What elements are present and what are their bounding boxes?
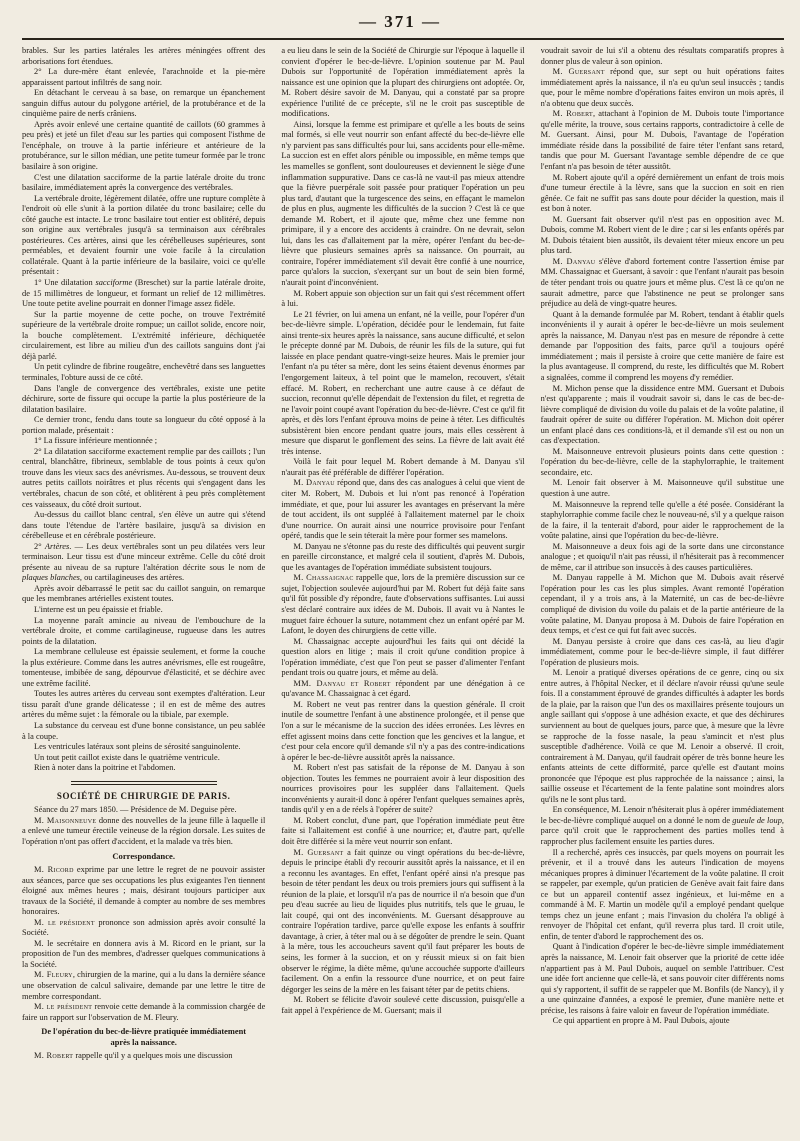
paragraph bbox=[541, 67, 784, 109]
paragraph: a eu lieu dans le sein de la Société de Chirurgie sur l'époque à laquelle il convient d'opérer le bec-de-lièvre. L'opinion soutenue par M. Paul Dubois sur l'opportunité de l'opération immédiatement après la naissance est une opinion que la plupart des chirurgiens ont adoptée. Or, M. Robert désire savoir de M. Danyau, qui a constaté par sa propre expérience l'utilité de ce précepte, s'il ne le croit pas susceptible de modifications. bbox=[281, 46, 525, 119]
text-run: (Breschet) sur la partie latérale droite, de 15 millimètres de longueur, et formant un relief de 12 millimètres. Une toute petite aveline pourrait en donner l'image assez fidèle. bbox=[22, 278, 266, 309]
paragraph: Quant à la demande formulée par M. Robert, tendant à établir quels inconvénients il y aurait à opérer le bec-de-lièvre un mois seulement après la naissance, M. Danyau n'est pas en mesure de répondre à cette demande par l'opposition des faits, parce qu'il a toujours opéré immédiatement ; mais il persiste à croire que cette manière de faire est la plus avantageuse. Il comprend, du reste, les difficultés que M. Robert a signalées, comme il comprend les moyens d'y remédier. bbox=[540, 309, 784, 382]
paragraph: M. Lenoir fait observer à M. Maisonneuve qu'il substitue une question à une autre. bbox=[540, 478, 784, 498]
text-columns bbox=[22, 46, 784, 1133]
speaker-name: M. Fleury bbox=[34, 970, 73, 980]
paragraph: M. Danyau ne s'étonne pas du reste des difficultés qui peuvent surgir en pareille circonstance, et malgré cela il soutient, d'après M. Dubois, que les avantages de l'opération immédiate subsistent toujours. bbox=[281, 541, 525, 572]
paragraph bbox=[22, 1051, 265, 1062]
paragraph bbox=[541, 257, 784, 310]
italic-term: Artères bbox=[44, 541, 70, 551]
paragraph: 2° La dilatation sacciforme exactement remplie par des caillots ; l'un central, blanchâtre, fibrineux, semblable de tous points à ceux qu'on trouve dans les vieux sacs des anévrismes. Au-dessous, se trouvent deux autres petits caillots noirâtres et plus récents qui s'engagent dans les vertébrales, chacun de son côté, et oblitèrent à peu près complètement ces vaisseaux, du côté droit surtout. bbox=[22, 446, 266, 509]
paragraph: M. Robert conclut, d'une part, que l'opération immédiate peut être faite si l'allaitement est confié à une nourrice; et, d'autre part, qu'elle doit être différée si la mère veut nourrir son enfant. bbox=[281, 815, 525, 847]
paragraph bbox=[22, 278, 265, 310]
paragraph: Le 21 février, on lui amena un enfant, né la veille, pour l'opérer d'un bec-de-lièvre simple. L'opération, décidée pour le lendemain, fut faite ainsi trente-six heures après la naissance, sans aucune difficulté, et selon le précepte donné par M. Dubois, de réunir les fils de la suture, qui fut laissée en place pendant quatre-vingt-seize heures. Mais le premier jour l'enfant n'a pu téter sa mère, dont les seins étaient devenus énormes par l'engorgement laiteux, à tel point que le mamelon, recouvert, s'était effacé. M. Robert, en recherchant une autre cause à ce défaut de succion, reconnut qu'elle dépendait de l'extension du filet, et regretta de ne l'avoir point coupé avant l'opération du bec-de-lièvre. C'est ce qu'il fit après, et dès lors l'enfant éprouva moins de peine à téter. Les difficultés subsistèrent bien encore pendant quatre jours, mais elles cessèrent à mesure que disparut le gonflement des seins. La fièvre de lait avait été très intense. bbox=[281, 309, 525, 456]
paragraph: Au-dessus du caillot blanc central, s'en élève un autre qui s'étend dans toute l'étendue de l'artère basilaire, jusqu'à sa division en cérébelleuse et en cérébrale postérieure. bbox=[22, 510, 266, 541]
paragraph: La membrane celluleuse est épaissie seulement, et forme la couche la plus extérieure. Comme dans les autres anévrismes, elle est rougeâtre, tomenteuse, imbibée de sang, dépourvue d'élasticité, et se déchire avec une extrême facilité. bbox=[22, 647, 266, 688]
text-run: prononce son admission après avoir consulté la Société. bbox=[22, 917, 266, 938]
text-run: rappelle que, lors de la première discussion sur ce sujet, l'objection soulevée aujourd'hui par M. Robert fut déjà faite sans qu'il fût possible d'y répondre, faute d'observations suffisantes. Lui aussi s'est déclaré contraire aux idées de M. Dubois. Il avait vu à Nantes le muguet faire échouer la suture, notamment chez un enfant opéré par M. Lafont, le doyen des chirurgiens de cette ville. bbox=[281, 573, 525, 636]
italic-term: gueule de loup bbox=[732, 815, 782, 825]
header-rule bbox=[22, 38, 784, 40]
paragraph: M. Robert ne veut pas rentrer dans la question générale. Il croit inutile de soumettre l'enfant à une abstinence prolongée, et il pense que l'on a sur le mécanisme de la succion des idées erronées. Les lèvres en effet agissent moins dans cette fonction que les gencives et la langue, et c'est pour cela encore qu'il demande s'il n'y a pas des contre-indications à opérer le bec-de-lièvre aussitôt après la naissance. bbox=[281, 699, 525, 762]
text-run: répond que, dans des cas analogues à celui que vient de citer M. Robert, M. Dubois et lui n'ont pas renoncé à l'opération immédiate, et que, pour lui assurer les avantages en préservant la mère de tout accident, ils ont suppléé à l'allaitement maternel par le choix d'une nourrice. On aurait ainsi une nourrice provisoire pour l'enfant opéré, tandis que le sein téterait la mère pour former ses mamelons. bbox=[281, 478, 525, 541]
text-run: . — Les deux vertébrales sont un peu dilatées vers leur terminaison. Leur tissu est d'une minceur extrême. Celle du côté droit présente au niveau de sa rupture l'altération décrite sous le nom de bbox=[22, 541, 266, 572]
paragraph: L'interne est un peu épaissie et friable. bbox=[34, 604, 163, 614]
paragraph bbox=[22, 970, 265, 1002]
speaker-name: M. le président bbox=[34, 1002, 93, 1012]
text-run: rappelle qu'il y a quelques mois une discussion bbox=[73, 1051, 233, 1061]
paragraph: Ce qui appartient en propre à M. Paul Dubois, ajoute bbox=[552, 1016, 730, 1026]
speaker-name: M. Danyau bbox=[293, 478, 335, 488]
text-run: s'élève d'abord fortement contre l'assertion émise par MM. Chassaignac et Guersant, à savoir : que l'enfant n'aurait pas besoin de téter pendant trois ou quatre jours et même plus. C'est là ce qu'on ne saurait admettre, parce que l'abstinence ne peut se prolonger sans préjudice au delà de vingt-quatre heures. bbox=[540, 256, 784, 309]
paragraph: M. Robert se félicite d'avoir soulevé cette discussion, puisqu'elle a fait appel à l'expérience de M. Guersant; mais il bbox=[281, 995, 525, 1015]
paragraph: M. Danyau rappelle à M. Michon que M. Dubois avait réservé l'opération pour les cas les plus simples. Avant remonté l'opération cependant, il y a trois ans, à la Maternité, un cas de bec-de-lièvre compliqué de division du voile du palais et de la partie antérieure de la voûte palatine, M. Danyau proposa à M. Dubois de faire l'opération en deux temps, et c'est ce qui fut fait avec succès. bbox=[540, 573, 784, 636]
column-1 bbox=[22, 46, 265, 1133]
paragraph: Il a recherché, après ces insuccès, par quels moyens on pourrait les prévenir, et il a trouvé dans les auteurs l'indication de moyens mécaniques propres à diminuer l'écartement de la voûte palatine. Il croit se rappeler, par exemple, qu'un praticien de Genève avait fait faire dans ce but un appareil contentif assez ingénieux, et lui-même en a commandé à M. F. Martin un modèle qu'il a employé pendant quelque temps chez un jeune enfant ; mais l'invasion du choléra l'a obligé à renvoyer de l'hôpital cet enfant, qu'il reverra plus tard. Il croit utile, enfin, de tenter d'abord le rapprochement des os. bbox=[540, 847, 784, 941]
speaker-name: M. Guersant bbox=[293, 847, 344, 857]
paragraph: Un tout petit caillot existe dans le quatrième ventricule. bbox=[34, 752, 220, 762]
paragraph bbox=[541, 109, 784, 172]
paragraph bbox=[22, 918, 265, 939]
section-divider bbox=[71, 781, 217, 785]
paragraph bbox=[281, 848, 524, 996]
paragraph: Sur la partie moyenne de cette poche, on trouve l'extrémité supérieure de la vertébrale droite rompue; un caillot solide, encore noir, la bouche complètement. L'extrémité inférieure, déchiquetée circulairement, est libre au milieu d'un des caillots sanguins dont j'ai déjà parlé. bbox=[22, 309, 266, 361]
paragraph: Dans l'angle de convergence des vertébrales, existe une petite déchirure, sorte de fissure qui occupe la partie la plus postérieure de la dilatation basilaire. bbox=[22, 383, 266, 414]
paragraph bbox=[541, 805, 784, 847]
paragraph: Rien à noter dans la poitrine et l'abdomen. bbox=[34, 763, 176, 773]
paragraph: En détachant le cerveau à sa base, on remarque un épanchement sanguin diffus autour du polygone artériel, de la protubérance et de la cinquième paire de nerfs crâniens. bbox=[22, 88, 266, 119]
paragraph: M. Maisonneuve a deux fois agi de la sorte dans une circonstance analogue ; et quoiqu'il n'ait pas réussi, il n'hésiterait pas à recommencer de même, car il attribue son insuccès à des causes particulières. bbox=[540, 541, 784, 572]
paragraph: Voilà le fait pour lequel M. Robert demande à M. Danyau s'il n'aurait pas été préférable de différer l'opération. bbox=[281, 457, 525, 477]
italic-term: sacciforme bbox=[95, 278, 133, 288]
paragraph: M. Guersant fait observer qu'il n'est pas en opposition avec M. Dubois, comme M. Robert vient de le dire ; car si les enfants opérés par M. Dubois tétaient bien aussitôt, ils devaient téter mieux encore un peu plus tard. bbox=[540, 214, 784, 256]
paragraph: 1° La fissure inférieure mentionnée ; bbox=[34, 436, 158, 446]
paragraph: 2° La dure-mère étant enlevée, l'arachnoïde et la pie-mère apparaissent partout infiltrés de sang noir. bbox=[22, 67, 266, 87]
paragraph: Après avoir enlevé une certaine quantité de caillots (60 grammes à peu près) et jeté un filet d'eau sur les parties qui composent l'isthme de l'encéphale, on trouve à la partie inférieure et antérieure de la protubérance, sur le sillon médian, une petite tumeur formée par le tronc basilaire à son origine. bbox=[22, 119, 266, 172]
text-run: répondent par une dénégation à ce qu'avance M. Chassaignac à cet égard. bbox=[281, 678, 525, 699]
paragraph: M. Danyau persiste à croire que dans ces cas-là, au lieu d'agir immédiatement, comme pour le bec-de-lièvre simple, il faut différer l'opération de plusieurs mois. bbox=[540, 636, 784, 667]
session-line: Séance du 27 mars 1850. — Présidence de M. Deguise père. bbox=[34, 805, 237, 815]
text-run: 2° bbox=[34, 541, 45, 551]
subsection-heading: Correspondance. bbox=[112, 851, 175, 862]
article-heading-line: après la naissance. bbox=[110, 1037, 177, 1047]
speaker-name: M. Robert bbox=[34, 1051, 74, 1061]
speaker-name: M. Ricord bbox=[34, 865, 74, 875]
paragraph: brables. Sur les parties latérales les artères méningées offrent des arborisations fort étendues. bbox=[22, 46, 266, 66]
text-run: donne des nouvelles de la jeune fille à laquelle il a enlevé une tumeur érectile veineuse de la région dorsale. Les suites de l'opération n'ont pas offert d'accident, et la malade va très bien. bbox=[22, 815, 266, 846]
text-run: a fait quinze ou vingt opérations du bec-de-lièvre, depuis le principe établi d'y recourir aussitôt après la naissance, et il en a reconnu les avantages. En effet, l'enfant opéré ainsi n'a presque pas besoin de téter pendant les deux ou trois premiers jours qui suffisent à la réunion de la plaie, et lorsqu'il n'a pas de nourrice il n'a besoin que d'un peu d'eau sucrée au lieu de liquides plus nutritifs, tels que le gruau, le lait coupé, qui ont des inconvénients. M. Guersant désapprouve au contraire l'opération tardive, parce qu'elle expose les enfants à souffrir davantage, à crier, à téter mal ou à se dégoûter de prendre le sein. Quant à la mère, tous les accoucheurs savent qu'il faut préparer les bouts de seins, les former à la succion, et on y réussit mieux si on fait bien observer le régime, la diète même, qu'une accouchée supporte d'ailleurs facilement. On a enfin la ressource d'une nourrice, et on peut faire dégorger les seins de la mère en les faisant téter par de petits chiens. bbox=[281, 847, 525, 994]
paragraph bbox=[22, 865, 265, 918]
column-3 bbox=[541, 46, 784, 1133]
paragraph: Toutes les autres artères du cerveau sont exemptes d'altération. Leur tissu paraît d'une grande délicatesse ; il en est de même des autres artères du même sujet : la fémorale ou la tibiale, par exemple. bbox=[22, 689, 266, 720]
paragraph: Un petit cylindre de fibrine rougeâtre, enchevêtré dans ses languettes terminales, l'obture aussi de ce côté. bbox=[22, 362, 266, 382]
text-run: , attachant à l'opinion de M. Dubois toute l'importance qu'elle mérite, la trouve, sous certains rapports, contradictoire à celle de M. Guersant. Ainsi, pour M. Dubois, l'avantage de l'opération immédiate réside dans la possibilité de faire téter l'enfant sans retard, tandis que pour M. Guersant l'avantage semble dépendre de ce que l'enfant n'a pas besoin de téter aussitôt. bbox=[540, 109, 784, 172]
section-title: SOCIÉTÉ DE CHIRURGIE DE PARIS. bbox=[56, 790, 231, 801]
article-heading-line: De l'opération du bec-de-lièvre pratiquée immédiatement bbox=[41, 1027, 247, 1037]
paragraph: M. Michon pense que la dissidence entre MM. Guersant et Dubois n'est qu'apparente ; mais il voudrait savoir si, dans le cas de bec-de-lièvre compliqué de division du voile du palais et de la voûte palatine, il faudrait opérer de suite ou différer l'opération. M. Michon doit opérer un enfant placé dans ces conditions-là, et il demande s'il est ou non un cas d'expectation. bbox=[540, 383, 784, 446]
paragraph: C'est une dilatation sacciforme de la partie latérale droite du tronc basilaire, immédiatement après la convergence des vertébrales. bbox=[22, 172, 266, 193]
paragraph: M. Chassaignac accepte aujourd'hui les faits qui ont décidé la question alors en litige ; mais il croit qu'une condition propice à l'opération immédiate, c'est que l'on peut se passer d'alimenter l'enfant pendant trois ou quatre jours, et même au delà. bbox=[281, 636, 525, 678]
paragraph: Ainsi, lorsque la femme est primipare et qu'elle a les bouts de seins mal formés, si elle veut nourrir son enfant affecté du bec-de-lièvre elle n'y parvient pas sans difficultés pour lui, sans accidents pour elle-même. La succion est en effet alors pénible ou impossible, en même temps que les mamelles se gonflent, sont douloureuses et deviennent le siège d'une inflammation suppurative. Dans ce cas-là ne vaut-il pas mieux attendre que la fièvre puerpérale soit passée pour pratiquer l'opération un peu plus tard, d'autant que la turgescence des seins, en effaçant le mamelon de plus en plus, augmente les difficultés de la succion ? C'est là ce que demande M. Robert, et il ajoute que, même chez une femme non primipare, il y a encore des accidents à craindre. On ne devrait, selon lui, dans les cas d'allaitement par la mère, opérer l'enfant du bec-de-lièvre que plusieurs semaines après sa naissance. On pourrait, au contraire, l'opérer immédiatement s'il devait être confié à une nourrice, parce qu'alors la succion, s'exerçant sur un bout de sein bien formé, n'aurait point d'inconvénient. bbox=[281, 119, 525, 288]
page-number: — 371 — bbox=[359, 12, 441, 31]
paragraph: M. Robert ajoute qu'il a opéré dernièrement un enfant de trois mois d'une tumeur érectile à la lèvre, sans que la succion en soit en rien gênée. Ce fait ne suffit pas sans doute pour décider la question, mais il est bon à noter. bbox=[540, 172, 784, 214]
text-run: renvoie cette demande à la commission chargée de faire un rapport sur l'observation de M. Fleury. bbox=[22, 1002, 266, 1022]
paragraph: Les ventricules latéraux sont pleins de sérosité sanguinolente. bbox=[34, 742, 241, 752]
paragraph bbox=[281, 679, 524, 700]
paragraph: Quant à l'indication d'opérer le bec-de-lièvre simple immédiatement après la naissance, M. Lenoir fait observer que la priorité de cette idée n'appartient pas à M. Paul Dubois, auquel on semble l'attribuer. C'est une idée fort ancienne que celle-là, et sans pouvoir citer différents noms qui s'y rapportent, il suffit de se rappeler que M. Bonfils (de Nancy), il y a une quinzaine d'années, a exposé le premier, d'une manière nette et précise, les raisons à faire valoir en faveur de l'opération immédiate. bbox=[540, 942, 784, 1015]
paragraph: M. Robert appuie son objection sur un fait qui s'est récemment offert à lui. bbox=[281, 288, 525, 309]
speaker-name: M. Maisonneuve bbox=[34, 815, 97, 825]
paragraph: voudrait savoir de lui s'il a obtenu des résultats comparatifs propres à donner plus de valeur à son opinion. bbox=[540, 46, 784, 66]
speaker-name: M. Danyau bbox=[552, 256, 596, 266]
paragraph: M. Lenoir a pratiqué diverses opérations de ce genre, cinq ou six entre autres, à l'hôpital Necker, et il déclare n'avoir réussi qu'une seule fois. Il a constamment éprouvé de grandes difficultés à adapter les bords de la plaie, par la raison que l'un des os maxillaires présente toujours un angle saillant qui s'oppose à une adhésion exacte, et que des déchirures surviennent au bout de quelques jours, parce que, à mesure que la lèvre se rapproche de la fosse nasale, la peau s'amincit et n'est plus susceptible d'adhérence. Voilà ce que M. Lenoir a observé. Il croit, contrairement à M. Danyau, qu'il faudrait opérer de très bonne heure les enfants atteints de cette difformité, parce qu'elle est d'autant moins prononcée que l'époque est plus rapprochée de la naissance ; ainsi, la saillie osseuse et l'écartement de la fente palatine sont moindres alors qu'ils ne le sont plus tard. bbox=[540, 668, 784, 804]
italic-term: plaques blanches bbox=[22, 573, 80, 583]
text-run: 1° Une dilatation bbox=[34, 278, 96, 288]
text-run: , parce qu'il croit que le rapprochement des parties molles tend à rapprocher plus facilement ensuite les parties dures. bbox=[540, 815, 784, 847]
speaker-name: M. Robert bbox=[552, 109, 593, 119]
paragraph: La substance du cerveau est d'une bonne consistance, un peu sablée à la coupe. bbox=[22, 721, 266, 741]
text-run: , chirurgien de la marine, qui a lu dans la dernière séance une observation de calcul salivaire, demande par une lettre le titre de membre correspondant. bbox=[22, 970, 266, 1001]
paragraph: M. le secrétaire en donnera avis à M. Ricord en le priant, sur la proposition de l'un des membres, d'adresser quelques communications à la Société. bbox=[22, 938, 266, 969]
paragraph bbox=[281, 573, 524, 636]
paragraph: M. Maisonneuve la reprend telle qu'elle a été posée. Considérant la staphylorraphie comme facile chez le nouveau-né, s'il y a quelque raison de la faire, il la tenterait d'abord, pour aider le rapprochement de la voûte palatine, ainsi que l'opération du bec-de-lièvre. bbox=[540, 499, 784, 541]
paragraph bbox=[281, 478, 524, 541]
text-run: répond que, sur sept ou huit opérations faites immédiatement après la naissance, il n'a eu qu'un seul insuccès ; tandis que, pour le même nombre d'opérations faites environ un mois après, il n'a obtenu que deux succès. bbox=[540, 67, 784, 108]
text-run: En conséquence, M. Lenoir n'hésiterait plus à opérer immédiatement le bec-de-lièvre compliqué auquel on a donné le nom de bbox=[540, 805, 784, 825]
article-heading bbox=[22, 1027, 265, 1048]
paragraph bbox=[22, 542, 265, 584]
paragraph bbox=[22, 816, 265, 848]
text-run: , ou cartilagineuses des artères. bbox=[79, 573, 185, 583]
paragraph bbox=[22, 1002, 265, 1023]
speaker-name: MM. Danyau et Robert bbox=[293, 678, 391, 688]
paragraph: Après avoir débarrassé le petit sac du caillot sanguin, on remarque que les membranes artérielles existent toutes. bbox=[22, 583, 266, 604]
paragraph: La moyenne paraît amincie au niveau de l'embouchure de la vertébrale droite, et comme cartilagineuse, rugueuse dans les autres points de la dilatation. bbox=[22, 615, 266, 646]
speaker-name: M. Chassaignac bbox=[293, 573, 354, 583]
paragraph: Ce dernier tronc, fendu dans toute sa longueur du côté opposé à la portion malade, présentait : bbox=[22, 415, 266, 435]
column-2 bbox=[281, 46, 524, 1133]
paragraph: M. Maisonneuve entrevoit plusieurs points dans cette question : l'opération du bec-de-lièvre, celle de la staphylorraphie, le traitement secondaire, etc. bbox=[540, 446, 784, 477]
text-run: exprime par une lettre le regret de ne pouvoir assister aux séances, parce que ses occupations les plus exigeantes l'en tiennent éloigné aux mêmes heures ; mais, désirant toujours participer aux travaux de la Société, il demande à compter au nombre de ses membres honoraires. bbox=[22, 865, 266, 917]
paragraph: La vertébrale droite, légèrement dilatée, offre une rupture complète à l'endroit où elle s'unit à la portion dilatée du tronc basilaire; celle du côté gauche est intacte. Le tronc basilaire tout entier est oblitéré, depuis son origine aux vertébrales jusqu'à sa terminaison aux cérébrales postérieures. Ces artères, ainsi que les cérébelleuses supérieures, sont perméables, et devaient fournir une voie facile à la circulation collatérale. Quant à la partie inférieure de la basilaire, voici ce qu'elle présentait : bbox=[22, 193, 266, 277]
speaker-name: M. le président bbox=[34, 917, 95, 927]
paragraph: M. Robert n'est pas satisfait de la réponse de M. Danyau à son objection. Toutes les femmes ne pourraient avoir à leur disposition des nourrices provisoires pour les suppléer dans l'allaitement. Quels inconvénients y aurait-il donc à opérer l'enfant quelques semaines après, tandis qu'il y en a de réels à l'opérer de suite? bbox=[281, 763, 525, 815]
speaker-name: M. Guersant bbox=[552, 67, 605, 77]
